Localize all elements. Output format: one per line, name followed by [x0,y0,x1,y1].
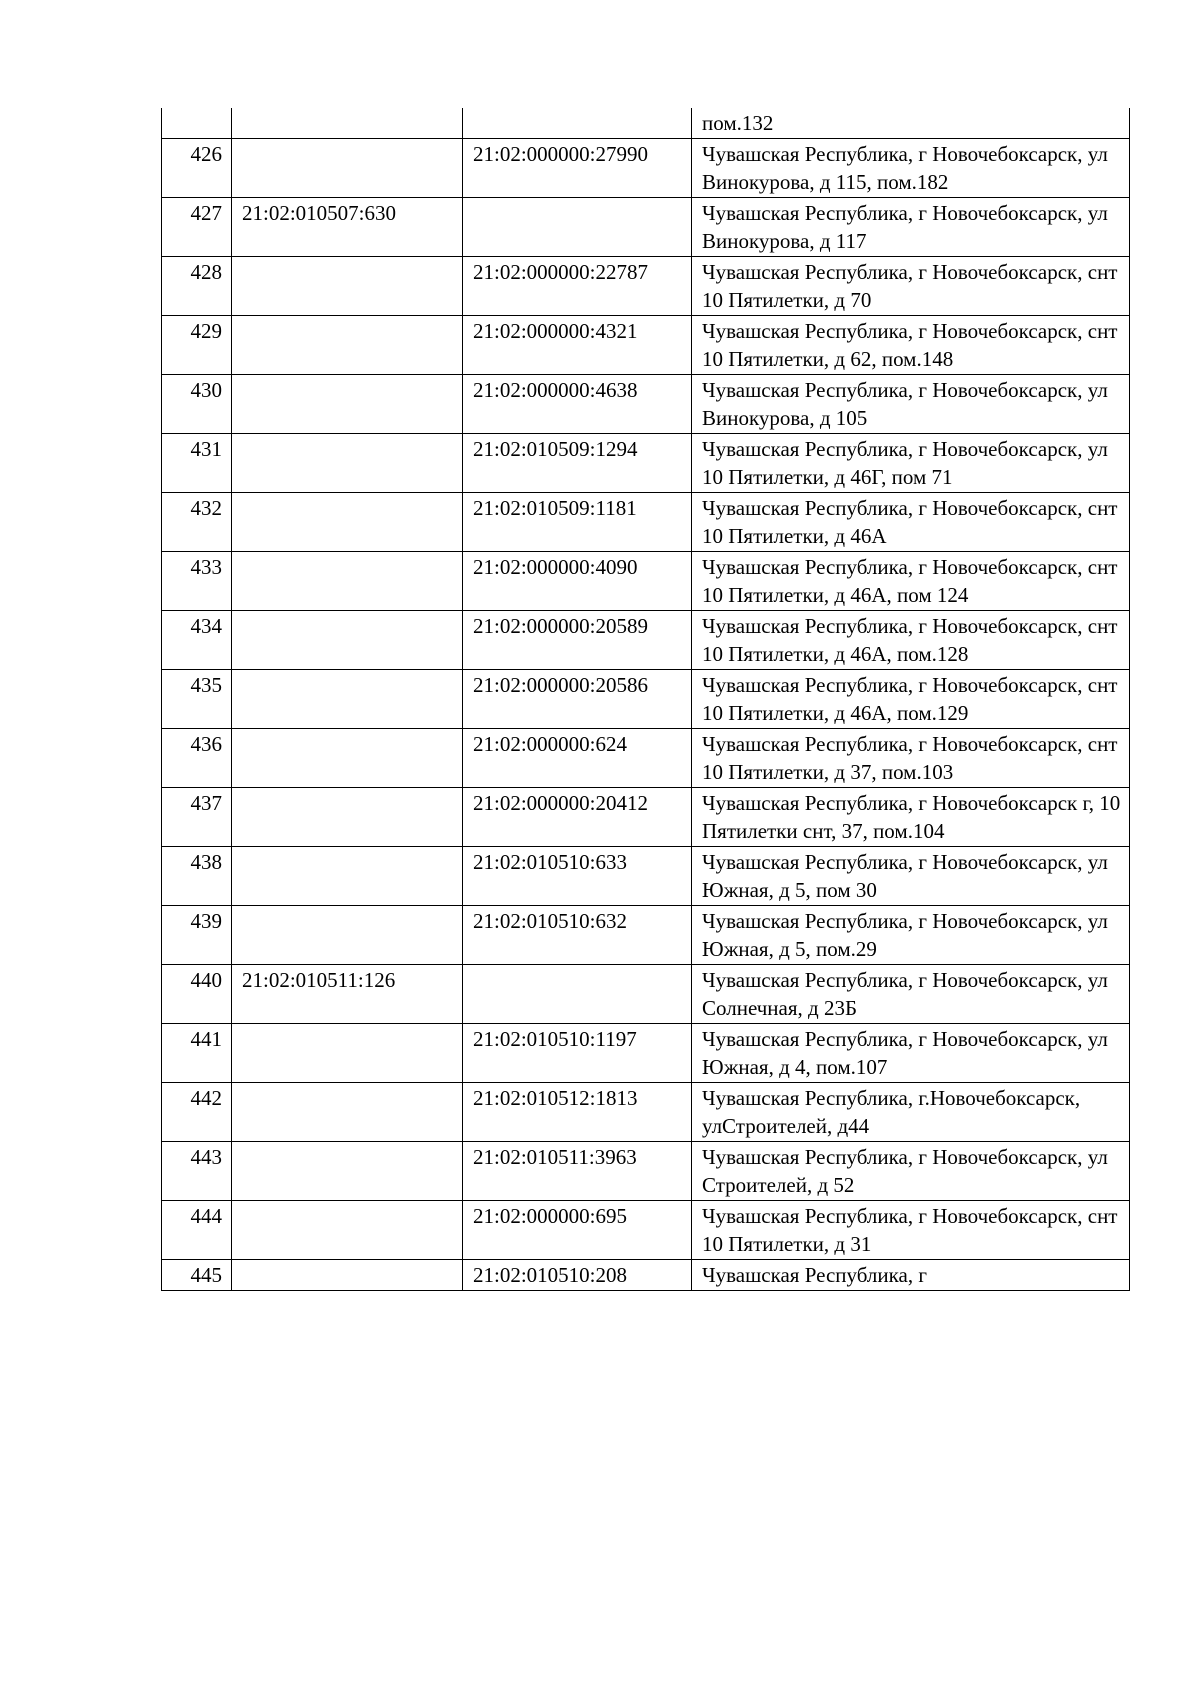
row-number-cell: 430 [162,375,232,434]
cadastral-number-parcel-cell [232,1083,463,1142]
cadastral-number-premises-cell [463,198,692,257]
address-cell: Чувашская Республика, г Новочебоксарск, снт 10 Пятилетки, д 31 [692,1201,1130,1260]
cadastral-number-premises-cell: 21:02:000000:20412 [463,788,692,847]
cadastral-number-parcel-cell [232,1142,463,1201]
table-row [162,670,1130,729]
cadastral-number-parcel-cell [232,108,463,139]
row-number-cell: 444 [162,1201,232,1260]
cadastral-number-premises-cell: 21:02:000000:4321 [463,316,692,375]
table-row [162,1024,1130,1083]
table-row [162,788,1130,847]
address-cell: Чувашская Республика, г Новочебоксарск г, 10 Пятилетки снт, 37, пом.104 [692,788,1130,847]
cadastral-number-premises-cell: 21:02:010509:1294 [463,434,692,493]
cadastral-number-parcel-cell [232,611,463,670]
address-cell: Чувашская Республика, г Новочебоксарск, ул Винокурова, д 105 [692,375,1130,434]
cadastral-number-premises-cell: 21:02:010510:632 [463,906,692,965]
table-row [162,1201,1130,1260]
cadastral-number-parcel-cell: 21:02:010511:126 [232,965,463,1024]
address-cell: Чувашская Республика, г Новочебоксарск, ул Южная, д 5, пом.29 [692,906,1130,965]
cadastral-number-parcel-cell [232,139,463,198]
address-cell: Чувашская Республика, г [692,1260,1130,1291]
table-row [162,375,1130,434]
row-number-cell: 434 [162,611,232,670]
row-number-cell: 438 [162,847,232,906]
table-row [162,1260,1130,1291]
row-number-cell: 437 [162,788,232,847]
row-number-cell: 426 [162,139,232,198]
row-number-cell: 433 [162,552,232,611]
table-row [162,434,1130,493]
table-row [162,965,1130,1024]
row-number-cell: 429 [162,316,232,375]
address-cell: Чувашская Республика, г Новочебоксарск, снт 10 Пятилетки, д 46А, пом.129 [692,670,1130,729]
address-cell: Чувашская Республика, г.Новочебоксарск, улСтроителей, д44 [692,1083,1130,1142]
row-number-cell: 442 [162,1083,232,1142]
row-number-cell: 439 [162,906,232,965]
cadastral-number-premises-cell: 21:02:000000:4090 [463,552,692,611]
table-row [162,198,1130,257]
cadastral-number-premises-cell: 21:02:000000:695 [463,1201,692,1260]
address-cell: Чувашская Республика, г Новочебоксарск, ул Строителей, д 52 [692,1142,1130,1201]
address-cell: Чувашская Республика, г Новочебоксарск, ул Южная, д 5, пом 30 [692,847,1130,906]
cadastral-number-parcel-cell [232,552,463,611]
cadastral-number-premises-cell [463,965,692,1024]
cadastral-number-parcel-cell [232,788,463,847]
row-number-cell: 432 [162,493,232,552]
row-number-cell: 427 [162,198,232,257]
table-row [162,552,1130,611]
cadastral-number-premises-cell [463,108,692,139]
cadastral-number-parcel-cell [232,670,463,729]
cadastral-number-premises-cell: 21:02:000000:20586 [463,670,692,729]
cadastral-number-parcel-cell [232,434,463,493]
cadastral-number-parcel-cell [232,375,463,434]
cadastral-number-premises-cell: 21:02:000000:27990 [463,139,692,198]
row-number-cell: 428 [162,257,232,316]
cadastral-number-parcel-cell [232,1260,463,1291]
row-number-cell: 443 [162,1142,232,1201]
address-cell: Чувашская Республика, г Новочебоксарск, снт 10 Пятилетки, д 46А, пом.128 [692,611,1130,670]
address-cell: Чувашская Республика, г Новочебоксарск, ул Винокурова, д 115, пом.182 [692,139,1130,198]
cadastral-number-premises-cell: 21:02:010510:208 [463,1260,692,1291]
table-row [162,729,1130,788]
table-row [162,1083,1130,1142]
table-row [162,257,1130,316]
cadastral-number-parcel-cell [232,493,463,552]
address-cell: Чувашская Республика, г Новочебоксарск, снт 10 Пятилетки, д 70 [692,257,1130,316]
row-number-cell [162,108,232,139]
cadastral-number-parcel-cell [232,1201,463,1260]
table-row [162,316,1130,375]
cadastral-number-parcel-cell [232,257,463,316]
address-cell: Чувашская Республика, г Новочебоксарск, снт 10 Пятилетки, д 46А, пом 124 [692,552,1130,611]
table-row [162,493,1130,552]
cadastral-number-parcel-cell: 21:02:010507:630 [232,198,463,257]
cadastral-number-parcel-cell [232,1024,463,1083]
cadastral-number-premises-cell: 21:02:000000:624 [463,729,692,788]
table-row [162,1142,1130,1201]
table-row [162,847,1130,906]
cadastral-number-parcel-cell [232,906,463,965]
address-cell: Чувашская Республика, г Новочебоксарск, снт 10 Пятилетки, д 37, пом.103 [692,729,1130,788]
cadastral-number-parcel-cell [232,847,463,906]
address-cell: Чувашская Республика, г Новочебоксарск, ул Южная, д 4, пом.107 [692,1024,1130,1083]
table-row [162,108,1130,139]
cadastral-number-premises-cell: 21:02:010512:1813 [463,1083,692,1142]
row-number-cell: 441 [162,1024,232,1083]
row-number-cell: 445 [162,1260,232,1291]
cadastral-number-premises-cell: 21:02:010509:1181 [463,493,692,552]
address-cell: Чувашская Республика, г Новочебоксарск, ул 10 Пятилетки, д 46Г, пом 71 [692,434,1130,493]
cadastral-number-premises-cell: 21:02:010510:1197 [463,1024,692,1083]
cadastral-number-premises-cell: 21:02:000000:4638 [463,375,692,434]
cadastral-number-premises-cell: 21:02:010510:633 [463,847,692,906]
row-number-cell: 435 [162,670,232,729]
cadastral-number-premises-cell: 21:02:000000:22787 [463,257,692,316]
cadastral-number-premises-cell: 21:02:000000:20589 [463,611,692,670]
registry-table-body [162,108,1130,1291]
cadastral-number-parcel-cell [232,729,463,788]
address-cell: пом.132 [692,108,1130,139]
table-row [162,906,1130,965]
row-number-cell: 431 [162,434,232,493]
address-cell: Чувашская Республика, г Новочебоксарск, ул Солнечная, д 23Б [692,965,1130,1024]
table-row [162,611,1130,670]
cadastral-number-parcel-cell [232,316,463,375]
address-cell: Чувашская Республика, г Новочебоксарск, снт 10 Пятилетки, д 62, пом.148 [692,316,1130,375]
row-number-cell: 440 [162,965,232,1024]
registry-table [161,108,1130,1291]
row-number-cell: 436 [162,729,232,788]
cadastral-number-premises-cell: 21:02:010511:3963 [463,1142,692,1201]
address-cell: Чувашская Республика, г Новочебоксарск, ул Винокурова, д 117 [692,198,1130,257]
table-row [162,139,1130,198]
address-cell: Чувашская Республика, г Новочебоксарск, снт 10 Пятилетки, д 46А [692,493,1130,552]
